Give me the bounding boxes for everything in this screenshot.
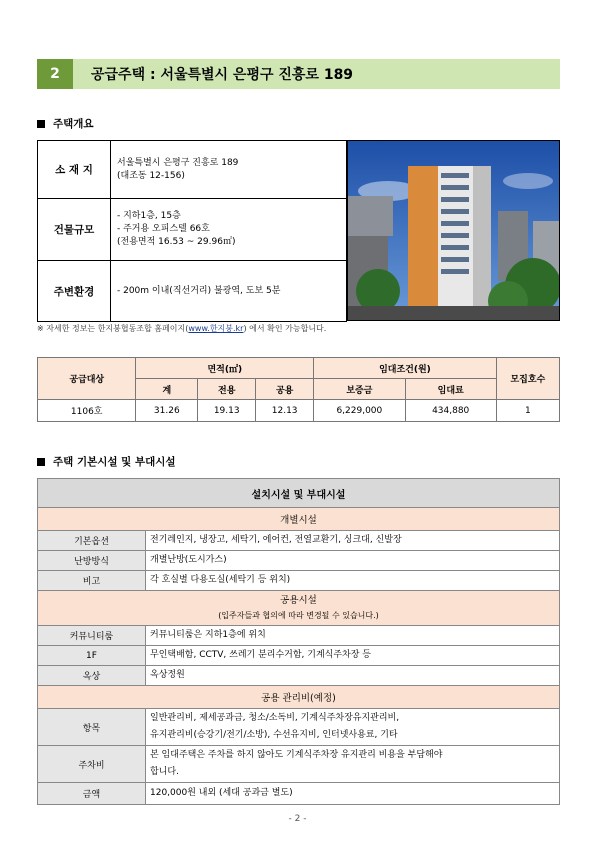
cell-exclusive: 19.13 (198, 400, 256, 422)
options-label: 기본옵션 (38, 531, 146, 551)
scale-line: - 지하1층, 15층 (117, 211, 181, 221)
overview-table (37, 140, 347, 322)
cell-total: 31.26 (136, 400, 198, 422)
section-heading-overview (37, 116, 94, 131)
note-suffix: ) 에서 확인 가능합니다. (243, 324, 327, 333)
scale-line: - 주거용 오피스텔 66호 (117, 224, 210, 234)
header-exclusive: 전용 (198, 379, 256, 400)
cell-monthly: 434,880 (405, 400, 496, 422)
section-heading-text: 주택 기본시설 및 부대시설 (53, 456, 176, 468)
header-units: 모집호수 (496, 358, 559, 400)
header-rent: 임대조건(원) (314, 358, 497, 379)
scale-line: (전용면적 16.53 ~ 29.96㎡) (117, 237, 236, 247)
common-facilities-header (38, 591, 560, 626)
roof-label: 옥상 (38, 666, 146, 686)
square-bullet-icon (37, 120, 45, 128)
environment-label: 주변환경 (38, 261, 111, 322)
section-heading-text: 주택개요 (53, 118, 94, 130)
environment-value: - 200m 이내(직선거리) 불광역, 도보 5분 (111, 261, 347, 322)
header-area: 면적(㎡) (136, 358, 314, 379)
facilities-main-header: 설치시설 및 부대시설 (38, 479, 560, 508)
header-deposit: 보증금 (314, 379, 405, 400)
table-row (38, 400, 560, 422)
header-common: 공용 (256, 379, 314, 400)
parking-value (146, 746, 560, 783)
items-line: 유지관리비(승강기/전기/소방), 수선유지비, 인터넷사용료, 기타 (150, 730, 398, 740)
header-total: 계 (136, 379, 198, 400)
header-target: 공급대상 (38, 358, 136, 400)
header-monthly: 임대료 (405, 379, 496, 400)
cell-target: 1106호 (38, 400, 136, 422)
items-line: 일반관리비, 제세공과금, 청소/소독비, 기계식주차장유지관리비, (150, 713, 400, 723)
location-line: 서울특별시 은평구 진흥로 189 (117, 157, 239, 168)
section-number: 2 (37, 59, 73, 89)
parking-label: 주차비 (38, 746, 146, 783)
community-value: 커뮤니티룸은 지하1층에 위치 (146, 626, 560, 646)
roof-value: 옥상정원 (146, 666, 560, 686)
community-label: 커뮤니티룸 (38, 626, 146, 646)
remark-value: 각 호실별 다용도실(세탁기 등 위치) (146, 571, 560, 591)
section-heading-facilities (37, 454, 176, 469)
parking-line: 합니다. (150, 767, 179, 777)
page-title: 공급주택 : 서울특별시 은평구 진흥로 189 (73, 59, 560, 89)
items-label: 항목 (38, 709, 146, 746)
items-value (146, 709, 560, 746)
heating-value: 개별난방(도시가스) (146, 551, 560, 571)
location-value (111, 141, 347, 199)
page-number: - 2 - (288, 814, 307, 824)
supply-table (37, 357, 560, 422)
location-line: (대조동 12-156) (117, 170, 185, 181)
floor1-label: 1F (38, 646, 146, 666)
cell-units: 1 (496, 400, 559, 422)
cell-deposit: 6,229,000 (314, 400, 405, 422)
options-value: 전기레인지, 냉장고, 세탁기, 에어컨, 전열교환기, 싱크대, 신발장 (146, 531, 560, 551)
common-facilities-title: 공용시설 (280, 595, 317, 606)
fee-header: 공용 관리비(예정) (38, 686, 560, 709)
amount-value: 120,000원 내외 (세대 공과금 별도) (146, 783, 560, 805)
note-prefix: ※ 자세한 정보는 한지붕협동조합 홈페이지( (37, 324, 189, 333)
homepage-note (37, 323, 326, 334)
cell-common: 12.13 (256, 400, 314, 422)
scale-label: 건물규모 (38, 199, 111, 261)
square-bullet-icon (37, 458, 45, 466)
heating-label: 난방방식 (38, 551, 146, 571)
parking-line: 본 임대주택은 주차를 하지 않아도 기계식주차장 유지관리 비용을 부담해야 (150, 750, 443, 760)
facilities-table (37, 478, 560, 805)
building-photo (347, 140, 560, 321)
location-label: 소 재 지 (38, 141, 111, 199)
common-facilities-subtitle: (입주자들과 협의에 따라 변경될 수 있습니다.) (218, 611, 379, 620)
remark-label: 비고 (38, 571, 146, 591)
floor1-value: 무인택배함, CCTV, 쓰레기 분리수거함, 기계식주차장 등 (146, 646, 560, 666)
homepage-link[interactable]: www.한지붕.kr (188, 324, 244, 333)
scale-value (111, 199, 347, 261)
individual-facilities-header: 개별시설 (38, 508, 560, 531)
amount-label: 금액 (38, 783, 146, 805)
